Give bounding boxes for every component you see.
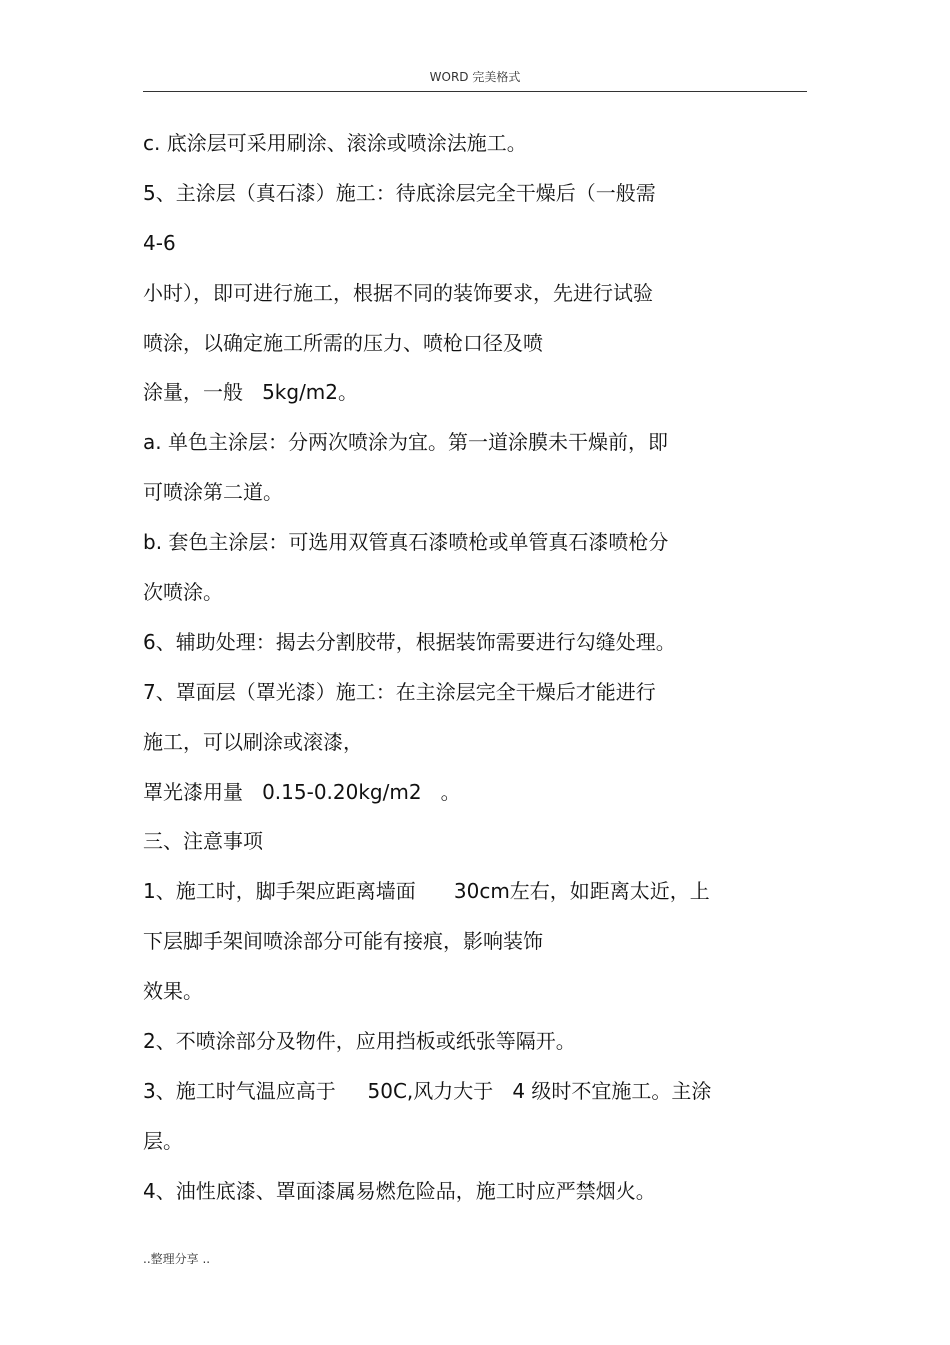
text-line: 4、油性底漆、罩面漆属易燃危险品，施工时应严禁烟火。 xyxy=(143,1178,656,1203)
text-line: 涂量，一般 5kg/m2。 xyxy=(143,380,359,405)
text-line: 3、施工时气温应高于 50C,风力大于 4 级时不宜施工。主涂 xyxy=(143,1078,712,1103)
text-line: a. 单色主涂层：分两次喷涂为宜。第一道涂膜未干燥前，即 xyxy=(143,430,668,455)
document-body xyxy=(143,126,823,1224)
page-header: WORD 完美格式 xyxy=(143,68,807,92)
text-line: c. 底涂层可采用刷涂、滚涂或喷涂法施工。 xyxy=(143,131,527,155)
text-line: 次喷涂。 xyxy=(143,580,223,605)
text-line: 下层脚手架间喷涂部分可能有接痕，影响装饰 xyxy=(143,929,543,954)
text-line: 4-6 xyxy=(143,230,176,255)
section-heading: 三、注意事项 xyxy=(143,829,263,854)
text-line: 效果。 xyxy=(143,979,203,1004)
text-line: 罩光漆用量 0.15-0.20kg/m2 。 xyxy=(143,779,461,804)
text-line: 6、辅助处理：揭去分割胶带，根据装饰需要进行勾缝处理。 xyxy=(143,629,676,654)
text-line: 层。 xyxy=(143,1128,183,1153)
text-line: 5、主涂层（真石漆）施工：待底涂层完全干燥后（一般需 xyxy=(143,180,656,205)
text-line: 可喷涂第二道。 xyxy=(143,480,283,505)
page-footer: ..整理分享 .. xyxy=(143,1252,211,1266)
text-line: b. 套色主涂层：可选用双管真石漆喷枪或单管真石漆喷枪分 xyxy=(143,530,669,555)
text-line: 1、施工时，脚手架应距离墙面 30cm左右，如距离太近，上 xyxy=(143,879,710,904)
text-line: 小时），即可进行施工，根据不同的装饰要求，先进行试验 xyxy=(143,280,653,305)
text-line: 施工，可以刷涂或滚漆， xyxy=(143,729,363,754)
text-line: 2、不喷涂部分及物件，应用挡板或纸张等隔开。 xyxy=(143,1029,576,1054)
text-line: 喷涂，以确定施工所需的压力、喷枪口径及喷 xyxy=(143,330,543,355)
text-line: 7、罩面层（罩光漆）施工：在主涂层完全干燥后才能进行 xyxy=(143,679,656,704)
